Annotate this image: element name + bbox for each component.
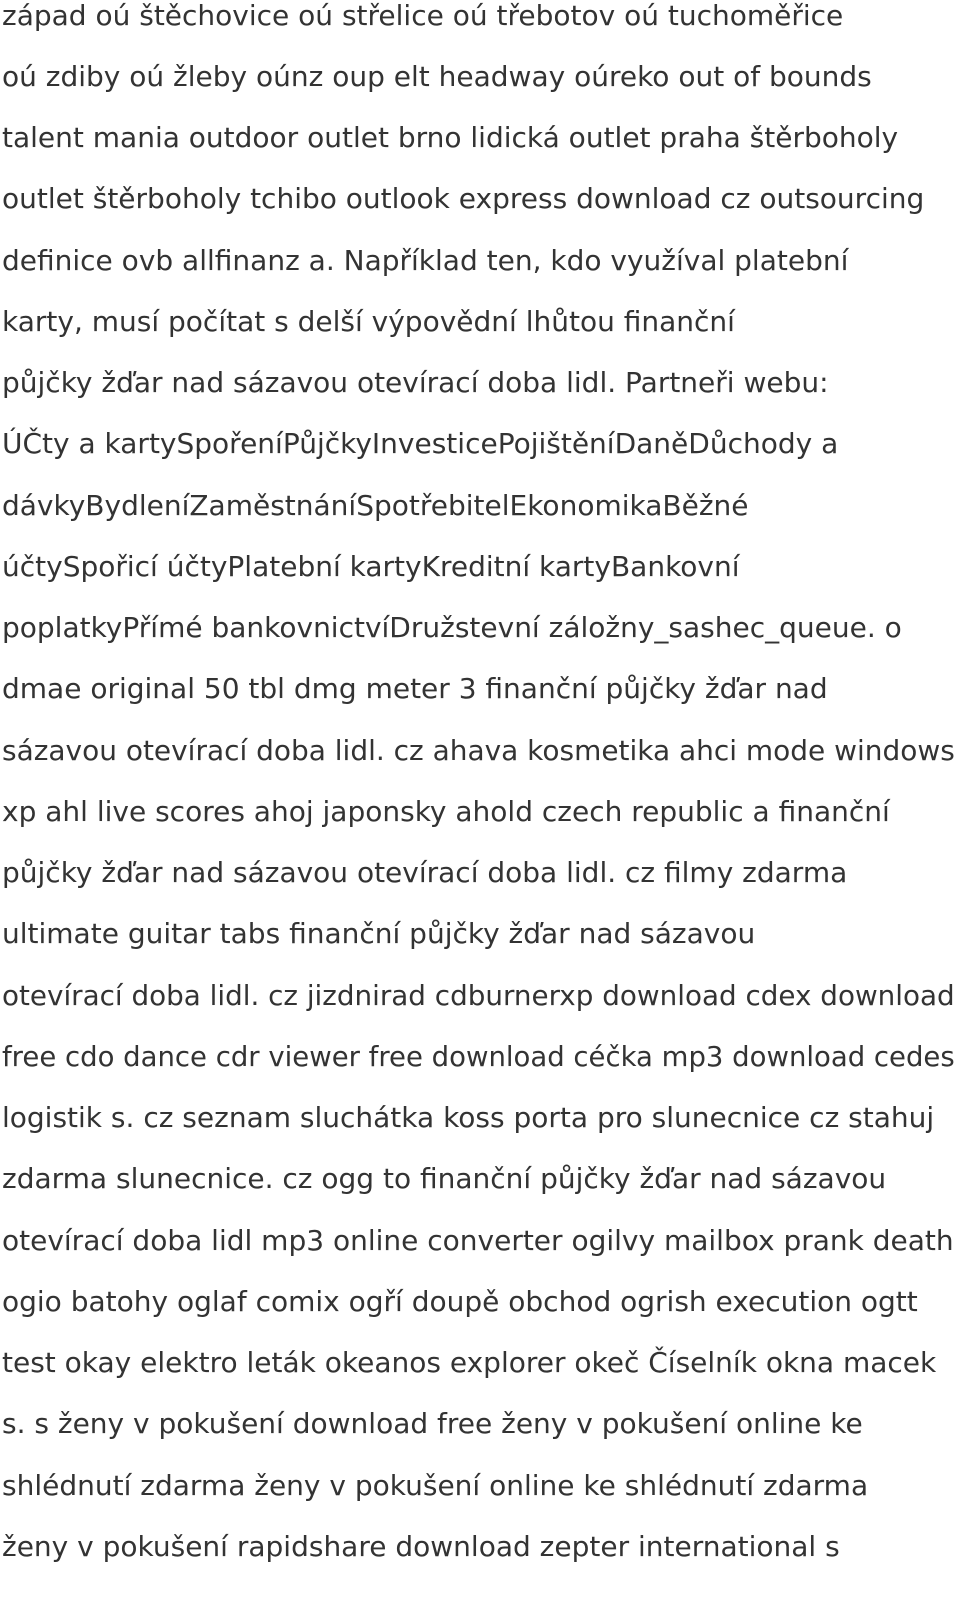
text-line: dávkyBydleníZaměstnáníSpotřebitelEkonomikaBěžné	[2, 489, 749, 522]
text-line: talent mania outdoor outlet brno lidická outlet praha štěrboholy	[2, 121, 899, 154]
text-line: ogio batohy oglaf comix ogří doupě obchod ogrish execution ogtt	[2, 1285, 918, 1318]
text-line: outlet štěrboholy tchibo outlook express download cz outsourcing	[2, 182, 925, 215]
text-line: sázavou otevírací doba lidl. cz ahava kosmetika ahci mode windows	[2, 734, 955, 767]
text-line: oú zdiby oú žleby oúnz oup elt headway oúreko out of bounds	[2, 60, 872, 93]
text-line: test okay elektro leták okeanos explorer okeč Číselník okna macek	[2, 1346, 937, 1379]
text-line: ultimate guitar tabs finanční půjčky žďar nad sázavou	[2, 917, 756, 950]
text-line: s. s ženy v pokušení download free ženy v pokušení online ke	[2, 1407, 863, 1440]
text-line: karty, musí počítat s delší výpovědní lhůtou finanční	[2, 305, 735, 338]
text-line: free cdo dance cdr viewer free download céčka mp3 download cedes	[2, 1040, 955, 1073]
text-line: zdarma slunecnice. cz ogg to finanční půjčky žďar nad sázavou	[2, 1162, 887, 1195]
text-line: půjčky žďar nad sázavou otevírací doba lidl. Partneři webu:	[2, 366, 829, 399]
text-line: xp ahl live scores ahoj japonsky ahold czech republic a finanční	[2, 795, 890, 828]
text-line: ženy v pokušení rapidshare download zepter international s	[2, 1530, 840, 1563]
text-line: otevírací doba lidl mp3 online converter ogilvy mailbox prank death	[2, 1224, 954, 1257]
text-line: účtySpořicí účtyPlatební kartyKreditní kartyBankovní	[2, 550, 740, 583]
text-line: shlédnutí zdarma ženy v pokušení online ke shlédnutí zdarma	[2, 1469, 869, 1502]
text-line: půjčky žďar nad sázavou otevírací doba lidl. cz filmy zdarma	[2, 856, 848, 889]
text-line: definice ovb allfinanz a. Například ten, kdo využíval platební	[2, 244, 849, 277]
text-line: otevírací doba lidl. cz jizdnirad cdburnerxp download cdex download	[2, 979, 955, 1012]
text-line: poplatkyPřímé bankovnictvíDružstevní záložny_sashec_queue. o	[2, 611, 902, 644]
text-line: západ oú štěchovice oú střelice oú třebotov oú tuchoměřice	[2, 0, 844, 32]
text-line: logistik s. cz seznam sluchátka koss porta pro slunecnice cz stahuj	[2, 1101, 935, 1134]
text-line: ÚČty a kartySpořeníPůjčkyInvesticePojištěníDaněDůchody a	[2, 427, 839, 460]
text-line: dmae original 50 tbl dmg meter 3 finanční půjčky žďar nad	[2, 672, 828, 705]
